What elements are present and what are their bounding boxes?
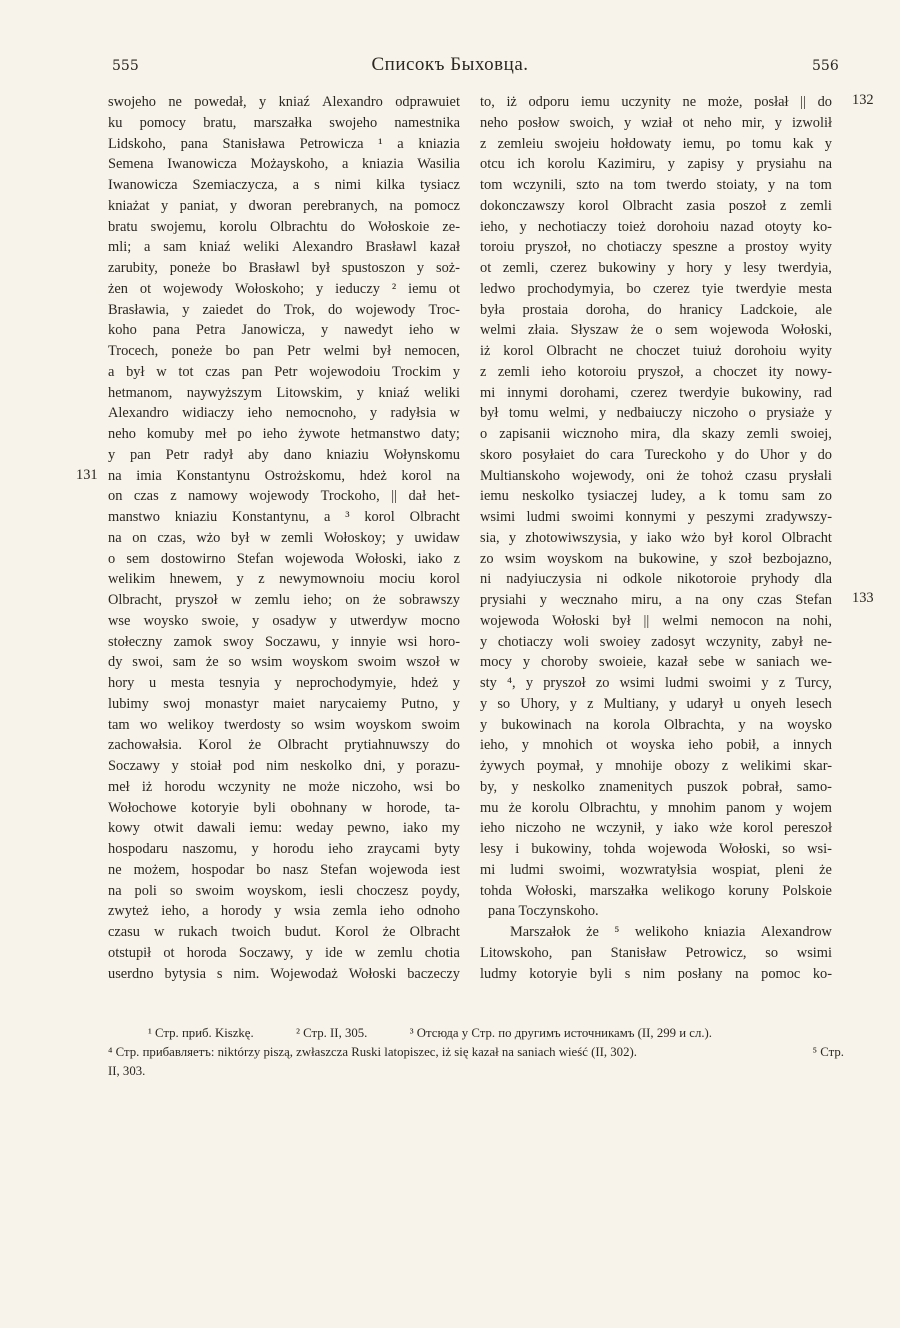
running-title: Списокъ Быховца. — [371, 54, 529, 75]
text-line: dokonczawszy korol Olbracht zasia poszoł z zemli — [480, 197, 832, 214]
text-line: hory u mesta tesnyia y neprochodymyie, hdeż y — [108, 675, 460, 691]
text-line: mli; a sam kniaź weliki Alexandro Brasławl kazał — [108, 239, 460, 256]
text-line: ieho niczoho ne wczynił, y iako wże korol pereszoł — [480, 820, 832, 837]
text-line: wse woysko swoie, y osadyw y utwerdyw mocno — [108, 612, 460, 629]
text-line: skoro posyłaiet do cara Tureckoho y do Uhor y do — [480, 446, 832, 463]
text-line: ieho, y mnohich ot woyska ieho pobił, a innych — [480, 737, 832, 754]
text-line: mi innymi dorohami, czerez twerdyie bukowiny, rad — [480, 384, 832, 401]
text-line: by, y neskolko znamenitych puszok pobrał, samo- — [480, 778, 832, 795]
text-line: to, iż odporu iemu uczynity ne może, posłał || do — [480, 94, 832, 110]
text-line: hospodaru naszomu, y horodu ieho zraycami byty — [108, 841, 460, 857]
text-line: ne możem, hospodar bo nasz Stefan wojewoda iest — [108, 861, 460, 878]
text-line: hetmanom, naywyższym Litowskim, y kniaź weliki — [108, 384, 460, 401]
footnote: ⁴ Стр. прибавляетъ: niktórzy piszą, zwłaszcza Ruski latopiszec, iż się kazał na saniach wieść (II, 302). — [108, 1045, 637, 1059]
text-line: pana Toczynskoho. — [488, 903, 599, 920]
footnote: ² Стр. II, 305. — [296, 1026, 368, 1040]
text-line: mi ludmi swoimi, wozwratyłsia wospiat, pleni że — [480, 861, 832, 878]
text-line: ni nadyiuczysia ni odkole nikotoroie pryhody dla — [480, 571, 832, 588]
text-line: on czas z namowy wojewody Trockoho, || dał het- — [108, 488, 460, 505]
text-line: y so Uhory, y z Multiany, y udarył u onyeh lesech — [480, 695, 832, 712]
footnote: ⁵ Стр. — [812, 1045, 844, 1059]
text-line: żen ot wojewody Wołoskoho; y ieduczy ² iemu ot — [108, 280, 460, 297]
text-line: toroiu pryszoł, no chotiaczy speszne a prostoy wyity — [480, 239, 832, 256]
text-line: sia, y zhotowiwszysia, y iako wżo był korol Olbracht — [480, 529, 832, 546]
text-line: zachowałsia. Korol że Olbracht prytiahnuwszy do — [108, 737, 460, 754]
page-number-right: 556 — [812, 58, 839, 74]
text-line: a był w tot czas pan Petr wojewodoiu Trockim y — [108, 363, 460, 380]
text-line: stołeczny zamok swoy Soczawu, y innyie wsi horo- — [108, 633, 460, 650]
text-line: welikim hnewem, y z newymownoiu mociu korol — [108, 571, 460, 588]
text-line: lesy i bukowiny, tohda wojewoda Wołoski, so wsi- — [480, 841, 832, 857]
text-line: tom wczynili, szto na tom twerdo stoiaty, y na tom — [480, 177, 832, 193]
text-line: otcu ich korolu Kazimiru, y zapisy y prysiahu na — [480, 156, 832, 173]
text-line: zwyteż ieho, a horody y wsia zemla ieho odnoho — [108, 903, 460, 920]
text-line: lubimy swoj monastyr maiet narycaiemy Putno, y — [108, 695, 460, 712]
text-line: Multianskoho wojewody, oni że tohoż czasu prysłali — [480, 467, 832, 484]
text-line: swojeho ne powedał, y kniaź Alexandro odprawuiet — [108, 94, 460, 110]
text-line: na on czas, wżo był w zemli Wołoskoy; y uwidaw — [108, 529, 460, 546]
text-line: była prostaia doroha, do hranicy Ladckoie, ale — [480, 301, 832, 318]
text-line: userdno bytysia s nim. Wojewodaż Wołoski baczeczy — [108, 965, 460, 982]
text-line: zarubity, poneże bo Brasławl był spustoszon y soż- — [108, 260, 460, 276]
text-line: Marszałok że ⁵ welikoho kniazia Alexandrow — [510, 924, 832, 940]
text-line: z zemleiu swojeiu hołdowaty iemu, po tomu kak y — [480, 135, 832, 152]
margin-line-number: 131 — [76, 467, 98, 483]
text-line: Iwanowicza Szemiaczycza, a s nimi kilka tysiacz — [108, 177, 460, 193]
text-line: Trocech, poneże bo pan Petr welmi był nemocen, — [108, 343, 460, 359]
text-line: ku pomocy bratu, marszałka swojeho namestnika — [108, 114, 460, 131]
text-line: z zemli ieho kotoroiu pryszoł, a choczet ity nowy- — [480, 363, 832, 380]
text-line: tam wo welikoy twerdosty so wsim woyskom swoim — [108, 716, 460, 733]
text-line: ludmy kotoryie byli s nim posłany na pomoc ko- — [480, 965, 832, 982]
footnote-line — [108, 1024, 844, 1043]
text-line: koho pana Petra Janowicza, y nawedyt ieho w — [108, 322, 460, 339]
text-line: na imia Konstantynu Ostrożskomu, hdeż korol na — [108, 467, 460, 484]
text-line: kowy otwit dawali iemu: weday pewno, iako my — [108, 820, 460, 837]
footnote: ¹ Стр. приб. Kiszkę. — [148, 1026, 254, 1040]
text-line: dy swoi, sam że so wsim woyskom swoim wszoł w — [108, 654, 460, 671]
text-column-right — [480, 92, 832, 984]
text-line: bratu swojemu, korolu Olbrachtu do Wołoskoie ze- — [108, 218, 460, 235]
footnote-line — [108, 1043, 844, 1062]
footnotes — [108, 1024, 844, 1081]
text-line: ieho, y nechotiaczy toież dorohoiu nazad otoyty ko- — [480, 218, 832, 235]
text-line: prysiahi y wecznaho miru, a na ony czas Stefan — [480, 592, 832, 608]
text-line: y chotiaczy woli swoiey zadosyt wczynity, zabył ne- — [480, 633, 832, 650]
text-line: ot zemli, czerez bukowiny y hory y lesy twerdyia, — [480, 260, 832, 276]
text-line: o sem dostowirno Stefan wojewoda Wołoski, iako z — [108, 550, 460, 567]
footnote: ³ Отсюда у Стр. по другимъ источникамъ (II, 299 и сл.). — [409, 1026, 712, 1040]
text-line: sty ⁴, y pryszoł zo wsimi ludmi swoimi y z Turcy, — [480, 675, 832, 691]
margin-line-number: 132 — [852, 92, 874, 108]
margin-line-number: 133 — [852, 590, 874, 606]
text-line: otstupił ot horoda Soczawy, y ide w zemlu chotia — [108, 944, 460, 961]
text-line: Alexandro widiaczy ieho nemocnoho, y radyłsia w — [108, 405, 460, 422]
text-line: zo wsim woyskom na bukowine, y szoł bezbojazno, — [480, 550, 832, 567]
text-line: ledwo prochodymyia, bo czerez tyie twerdyie mesta — [480, 280, 832, 297]
text-line: Semena Iwanowicza Możayskoho, a kniazia Wasilia — [108, 156, 460, 173]
text-line: Olbracht, pryszoł w zemlu ieho; on że sobrawszy — [108, 592, 460, 608]
text-line: Litowskoho, pan Stanisław Petrowicz, so wsimi — [480, 944, 832, 961]
text-line: był tomu welmi, y nedbaiuczy niczoho o prysiaże y — [480, 405, 832, 422]
text-line: neho posłow swoich, y wział ot neho mir, y izwolił — [480, 114, 832, 131]
text-line: kniażat y paniat, y dworan perebranych, na pomocz — [108, 197, 460, 214]
text-line: na poli so swoim woyskom, iesli choczesz poydy, — [108, 882, 460, 899]
text-line: wojewoda Wołoski był || welmi nemocon na nohi, — [480, 612, 832, 629]
text-line: tohda Wołoski, marszałka welikogo koruny Polskoie — [480, 882, 832, 899]
text-line: iemu neskolko tysiaczej ludey, a k tomu sam zo — [480, 488, 832, 505]
page-header — [0, 52, 900, 82]
text-line: manstwo kniaziu Konstantynu, a ³ korol Olbracht — [108, 509, 460, 525]
text-line: mu że korolu Olbrachtu, y mnohim panom y wojem — [480, 799, 832, 816]
page-number-left: 555 — [112, 58, 139, 74]
text-line: Lidskoho, pana Stanisława Petrowicza ¹ a kniazia — [108, 135, 460, 152]
text-line: neho komuby meł po ieho żywote hetmanstwo daty; — [108, 426, 460, 442]
text-line: czasu w rukach twoich budut. Korol że Olbracht — [108, 924, 460, 940]
text-line: o zapisanii wicznoho mira, dla skazy zemli swoiej, — [480, 426, 832, 442]
text-line: żywych poymał, y mnohije obozy z welikimi skar- — [480, 758, 832, 774]
text-line: meł iż horodu wczynity ne może niczoho, wsi bo — [108, 778, 460, 795]
text-column-left — [108, 92, 460, 984]
text-line: y bukowinach na korola Olbrachta, y na woysko — [480, 716, 832, 733]
text-line: mocy y choroby swoieie, kazał sebe w saniach we- — [480, 654, 832, 671]
text-line: iż korol Olbracht ne choczet tuiuż dorohoiu wyity — [480, 343, 832, 359]
footnote: II, 303. — [108, 1064, 146, 1078]
text-line: y pan Petr radył aby dano kniaziu Wołynskomu — [108, 446, 460, 463]
footnote-line — [108, 1062, 844, 1081]
text-line: welmi złaia. Słyszaw że o sem wojewoda Wołoski, — [480, 322, 832, 339]
text-line: Brasławia, y zaiedet do Trok, do wojewody Troc- — [108, 301, 460, 318]
text-line: Wołochowe kotoryie byli obohnany w horode, ta- — [108, 799, 460, 816]
text-line: wsimi ludmi swoimi konnymi y peszymi zradywszy- — [480, 509, 832, 525]
text-line: Soczawy y stoiał pod nim neskolko dni, y porazu- — [108, 758, 460, 774]
